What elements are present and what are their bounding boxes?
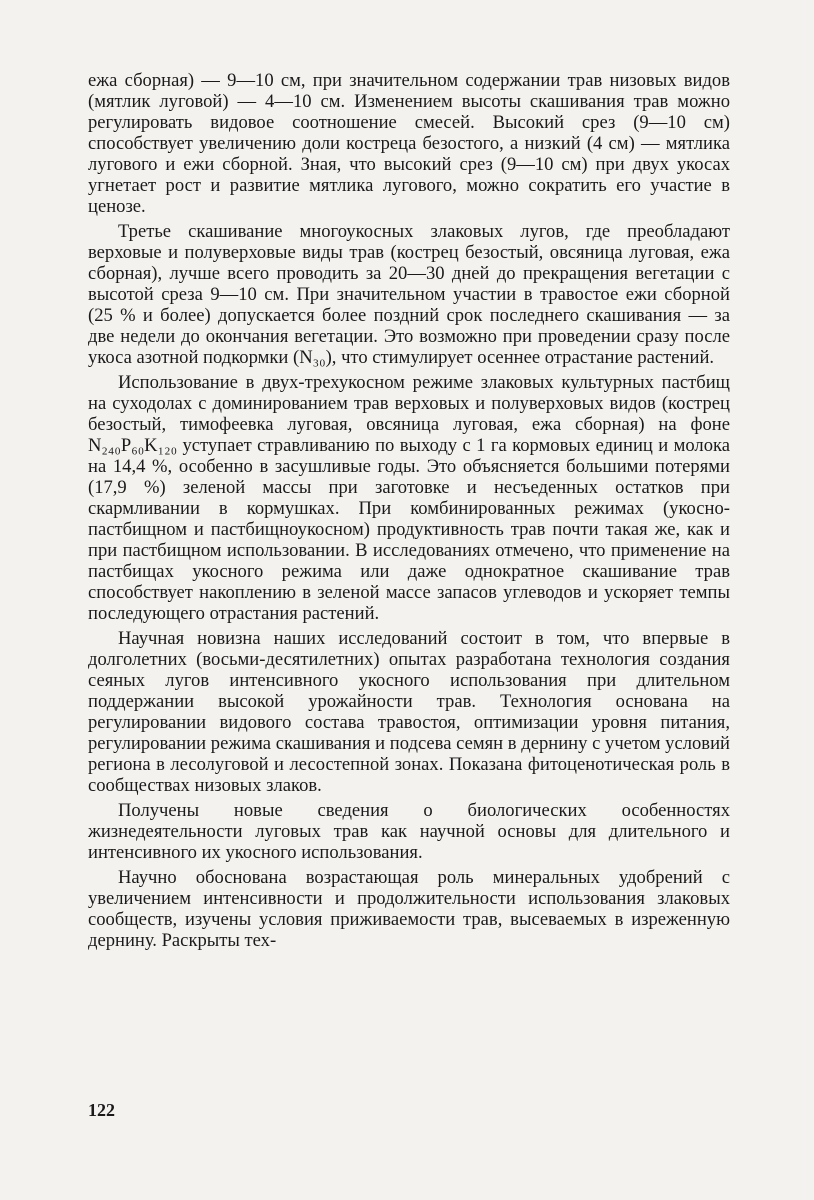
page-number: 122 (88, 1100, 115, 1120)
paragraph-2: Третье скашивание многоукосных злаковых лугов, где преобладают верховые и полуверховые виды трав (кострец безостый, овсяница луговая, ежа сборная), лучше всего проводить за 20—30 дней до прекращения вегетации с высотой среза 9—10 см. При значительном участии в травостое ежи сборной (25 % и более) допускается более поздний срок последнего скашивания — за две недели до окончания вегетации. Это возможно при проведении сразу после укоса азотной подкормки (N₃₀), что стимулирует осеннее отрастание растений. (88, 221, 730, 368)
paragraph-4: Научная новизна наших исследований состоит в том, что впервые в долголетних (восьми-десятилетних) опытах разработана технология создания сеяных лугов интенсивного укосного использования при длительном поддержании высокой урожайности трав. Технология основана на регулировании видового состава травостоя, оптимизации уровня питания, регулировании режима скашивания и подсева семян в дернину с учетом условий региона в лесолуговой и лесостепной зонах. Показана фитоценотическая роль в сообществах низовых злаков. (88, 628, 730, 796)
paragraph-1: ежа сборная) — 9—10 см, при значительном содержании трав низовых видов (мятлик луговой) — 4—10 см. Изменением высоты скашивания трав можно регулировать видовое соотношение смесей. Высокий срез (9—10 см) способствует увеличению доли костреца безостого, а низкий (4 см) — мятлика лугового и ежи сборной. Зная, что высокий срез (9—10 см) при двух укосах угнетает рост и развитие мятлика лугового, можно сократить его участие в ценозе. (88, 70, 730, 217)
paragraph-3: Использование в двух-трехукосном режиме злаковых культурных пастбищ на суходолах с доминированием трав верховых и полуверховых видов (кострец безостый, тимофеевка луговая, овсяница луговая, ежа сборная) на фоне N₂₄₀P₆₀K₁₂₀ уступает стравливанию по выходу с 1 га кормовых единиц и молока на 14,4 %, особенно в засушливые годы. Это объясняется большими потерями (17,9 %) зеленой массы при заготовке и несъеденных остатков при скармливании в кормушках. При комбинированных режимах (укосно-пастбищном и пастбищноукосном) продуктивность трав почти такая же, как и при пастбищном использовании. В исследованиях отмечено, что применение на пастбищах укосного режима или даже однократное скашивание трав способствует накоплению в зеленой массе запасов углеводов и ускоряет темпы последующего отрастания растений. (88, 372, 730, 624)
paragraph-5: Получены новые сведения о биологических особенностях жизнедеятельности луговых трав как научной основы для длительного и интенсивного их укосного использования. (88, 800, 730, 863)
paragraph-6: Научно обоснована возрастающая роль минеральных удобрений с увеличением интенсивности и продолжительности использования злаковых сообществ, изучены условия приживаемости трав, высеваемых в изреженную дернину. Раскрыты тех- (88, 867, 730, 951)
page-body (88, 70, 730, 951)
